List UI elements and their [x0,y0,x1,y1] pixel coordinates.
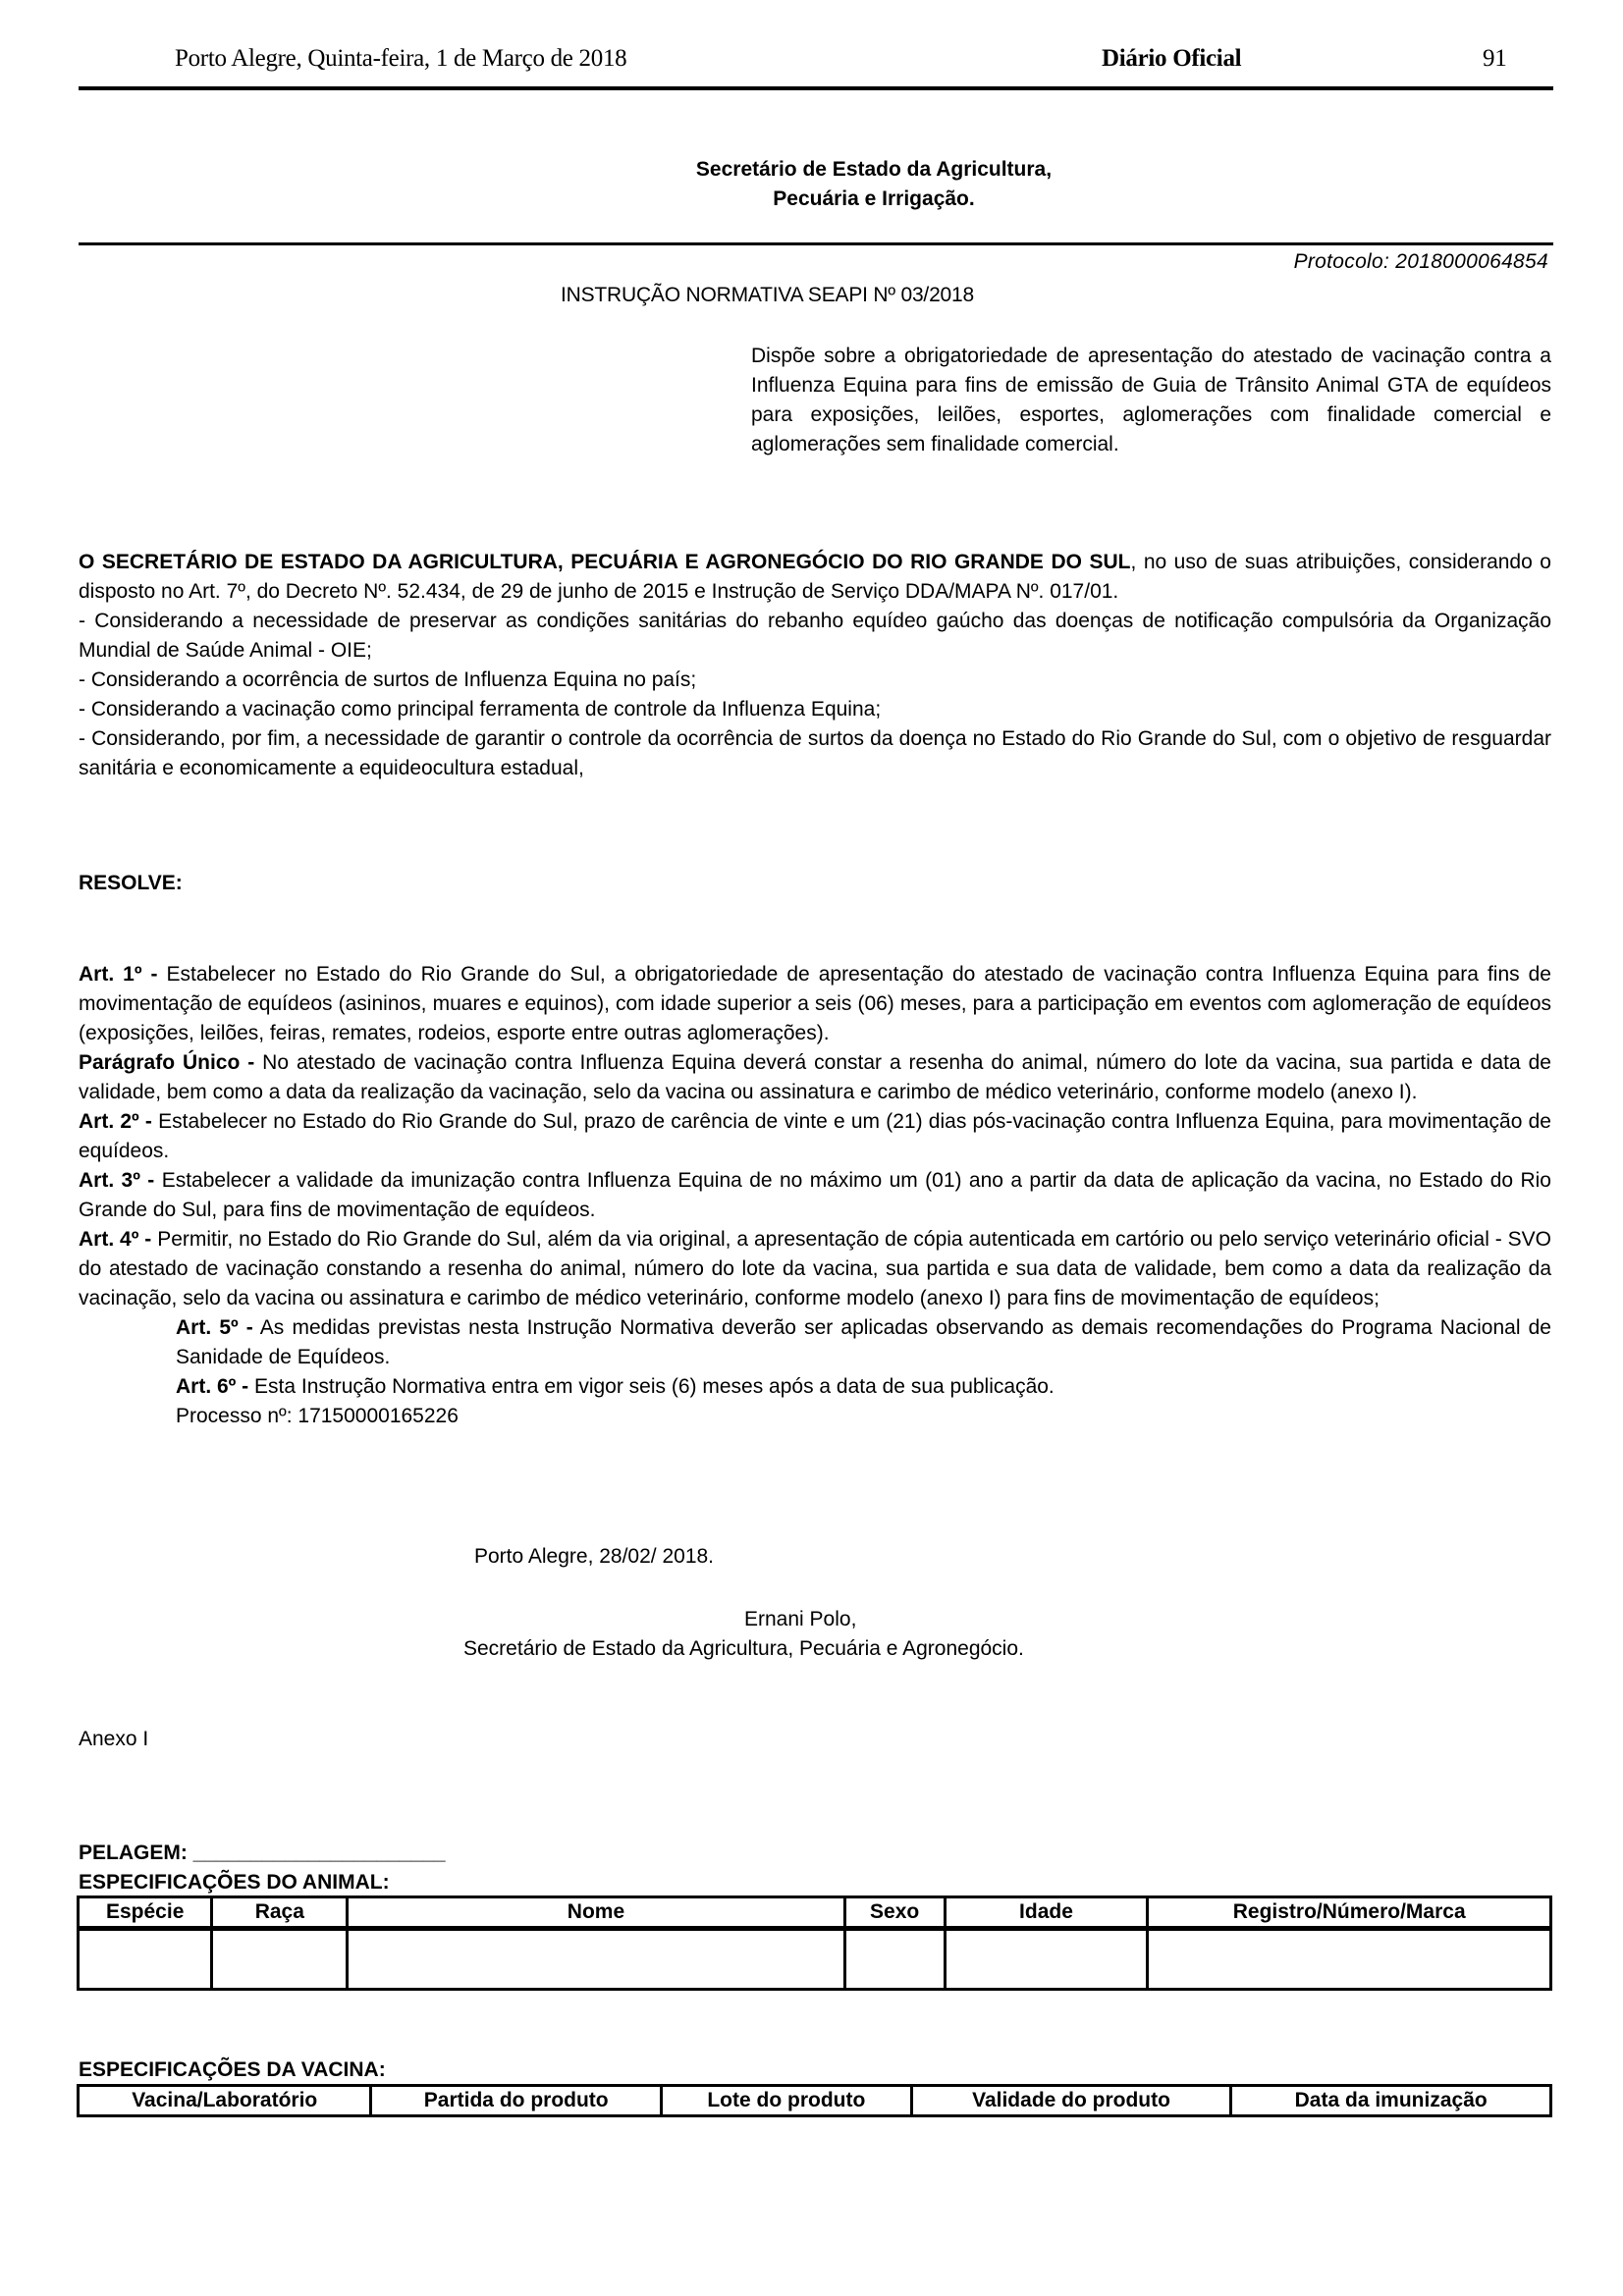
column-header: Nome [348,1897,844,1929]
article-4 [79,1225,1551,1313]
article-1 [79,960,1551,1048]
article-5 [79,1313,1551,1372]
vaccine-spec-table [77,2084,1552,2117]
table-row [79,1929,1551,1990]
table-header-row [79,1897,1551,1929]
column-header: Idade [945,1897,1148,1929]
column-header: Raça [212,1897,348,1929]
article-label: Art. 5º - [176,1316,253,1339]
pelagem-field: PELAGEM: ______________________ [79,1842,446,1864]
section-rule [79,242,1553,245]
ementa: Dispõe sobre a obrigatoriedade de apresentação do atestado de vacinação contra a Influenza Equina para fins de emissão de Guia de Trânsito Animal GTA de equídeos para exposições, leilões, esportes, aglomerações com finalidade comercial e aglomerações sem finalidade comercial. [751,345,1551,455]
idade-cell[interactable] [945,1929,1148,1990]
column-header: Validade do produto [911,2086,1231,2116]
article-text: Estabelecer no Estado do Rio Grande do Sul, prazo de carência de vinte e um (21) dias pós-vacinação contra Influenza Equina, para movimentação de equídeos. [79,1110,1551,1162]
raca-cell[interactable] [212,1929,348,1990]
column-header: Lote do produto [661,2086,911,2116]
consideration-item: - Considerando a necessidade de preservar as condições sanitárias do rebanho equídeo gaúcho das doenças de notificação compulsória da Organização Mundial de Saúde Animal - OIE; [79,610,1551,662]
article-text: No atestado de vacinação contra Influenza Equina deverá constar a resenha do animal, número do lote da vacina, sua partida e data de validade, bem como a data da realização da vacinação, selo da vacina ou assinatura e carimbo de médico veterinário, conforme modelo (anexo I). [79,1051,1551,1103]
resolve-label: RESOLVE: [79,872,183,894]
article-text: Estabelecer no Estado do Rio Grande do Sul, a obrigatoriedade de apresentação do atestado de vacinação contra Influenza Equina para fins de movimentação de equídeos (asininos, muares e equinos), com idade superior a seis (06) meses, para a participação em eventos com aglomeração de equídeos (exposições, leilões, feiras, remates, rodeios, esporte entre outras aglomerações). [79,963,1551,1044]
article-text: As medidas previstas nesta Instrução Normativa deverão ser aplicadas observando as demais recomendações do Programa Nacional de Sanidade de Equídeos. [176,1316,1551,1368]
authority-text: , no uso de suas atribuições, considerando o disposto no Art. 7º, do Decreto Nº. 52.434, de 29 de junho de 2015 e Instrução de Serviço DDA/MAPA Nº. 017/01. [79,551,1551,603]
article-label: Art. 2º - [79,1110,152,1133]
signer-role: Secretário de Estado da Agricultura, Pecuária e Agronegócio. [463,1637,1024,1660]
column-header: Sexo [844,1897,945,1929]
column-header: Registro/Número/Marca [1148,1897,1551,1929]
article-2 [79,1107,1551,1166]
header-rule [79,86,1553,90]
article-6 [79,1372,1551,1402]
process-number: Processo nº: 17150000165226 [176,1405,459,1427]
animal-spec-table [77,1896,1552,1991]
consideration-item: - Considerando a ocorrência de surtos de Influenza Equina no país; [79,668,697,691]
column-header: Espécie [79,1897,212,1929]
article-label: Art. 4º - [79,1228,152,1251]
article-sole-paragraph [79,1048,1551,1107]
nome-cell[interactable] [348,1929,844,1990]
issuer-heading [589,155,1159,214]
issuer-line-1: Secretário de Estado da Agricultura, [695,158,1053,181]
vaccine-section-title: ESPECIFICAÇÕES DA VACINA: [79,2058,386,2081]
preamble [79,548,1551,783]
article-label: Art. 6º - [176,1375,249,1398]
header-page-number: 91 [1483,45,1507,72]
issuer-line-2: Pecuária e Irrigação. [773,187,975,210]
article-label: Art. 1º - [79,963,158,986]
closing-place-date: Porto Alegre, 28/02/ 2018. [474,1545,715,1568]
signer-name: Ernani Polo, [744,1608,857,1630]
act-title: INSTRUÇÃO NORMATIVA SEAPI Nº 03/2018 [561,284,974,306]
animal-section-title: ESPECIFICAÇÕES DO ANIMAL: [79,1871,390,1894]
header-place-date: Porto Alegre, Quinta-feira, 1 de Março de 2018 [175,45,627,72]
column-header: Data da imunização [1231,2086,1551,2116]
consideration-item: - Considerando, por fim, a necessidade de garantir o controle da ocorrência de surtos da doença no Estado do Rio Grande do Sul, com o objetivo de resguardar sanitária e economicamente a equideocultura estadual, [79,727,1551,779]
sexo-cell[interactable] [844,1929,945,1990]
article-text: Esta Instrução Normativa entra em vigor seis (6) meses após a data de sua publicação. [248,1375,1055,1398]
annex-title: Anexo I [79,1728,149,1750]
table-header-row [79,2086,1551,2116]
protocol-number: Protocolo: 2018000064854 [1293,250,1548,273]
articles [79,960,1551,1431]
column-header: Vacina/Laboratório [79,2086,371,2116]
article-text: Estabelecer a validade da imunização contra Influenza Equina de no máximo um (01) ano a partir da data de aplicação da vacina, no Estado do Rio Grande do Sul, para fins de movimentação de equídeos. [79,1169,1551,1221]
article-label: Art. 3º - [79,1169,155,1192]
especie-cell[interactable] [79,1929,212,1990]
header-publication: Diário Oficial [1102,45,1242,72]
article-3 [79,1166,1551,1225]
consideration-item: - Considerando a vacinação como principal ferramenta de controle da Influenza Equina; [79,698,882,721]
article-text: Permitir, no Estado do Rio Grande do Sul, além da via original, a apresentação de cópia autenticada em cartório ou pelo serviço veterinário oficial - SVO do atestado de vacinação constando a resenha do animal, número do lote da vacina, sua partida e sua data de validade, bem como a data da realização da vacinação, selo da vacina ou assinatura e carimbo de médico veterinário, conforme modelo (anexo I) para fins de movimentação de equídeos; [79,1228,1551,1309]
authority-name: O SECRETÁRIO DE ESTADO DA AGRICULTURA, PECUÁRIA E AGRONEGÓCIO DO RIO GRANDE DO SUL [79,551,1131,573]
preamble-authority [79,548,1551,607]
registro-cell[interactable] [1148,1929,1551,1990]
column-header: Partida do produto [371,2086,661,2116]
article-label: Parágrafo Único - [79,1051,255,1074]
